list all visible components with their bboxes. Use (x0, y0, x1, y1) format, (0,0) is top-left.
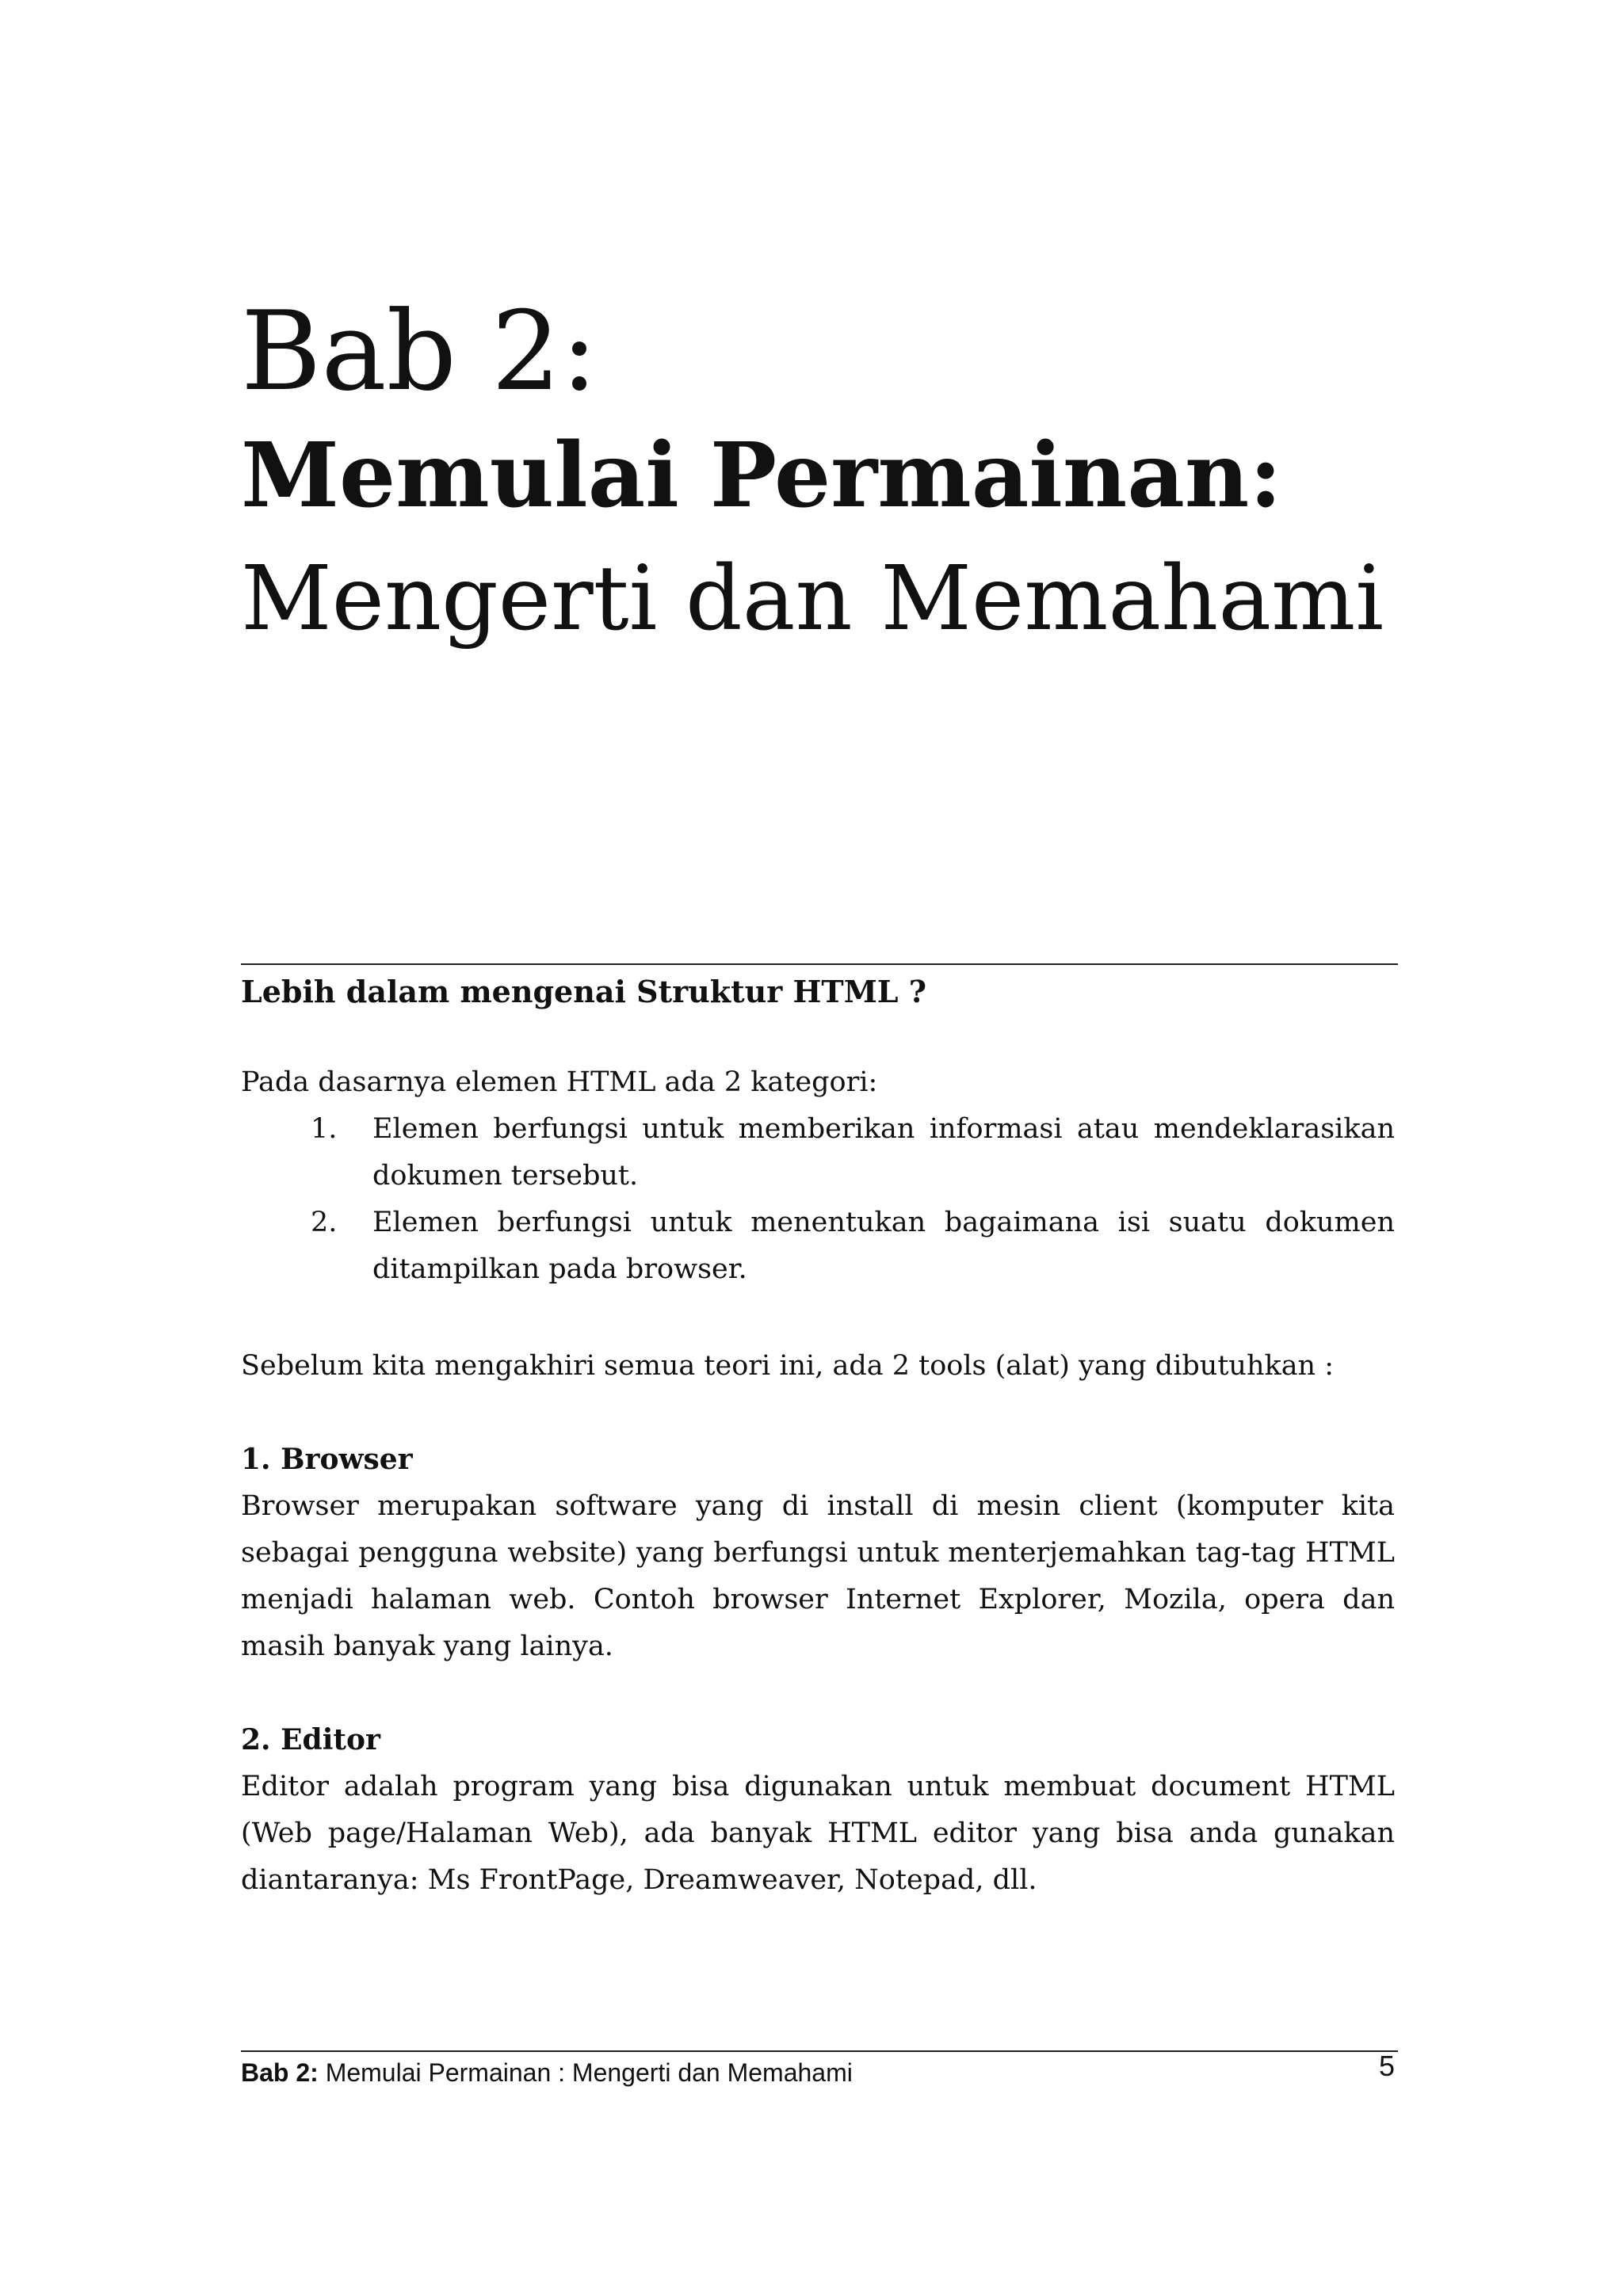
tools-intro-paragraph: Sebelum kita mengakhiri semua teori ini, ada 2 tools (alat) yang dibutuhkan : (241, 1350, 1335, 1382)
editor-heading: 2. Editor (241, 1723, 381, 1756)
browser-paragraph: Browser merupakan software yang di install di mesin client (komputer kita sebagai pengguna website) yang berfungsi untuk menterjemahkan tag-tag HTML menjadi halaman web. Contoh browser Internet Explorer, Mozila, opera dan masih banyak yang lainya. (241, 1490, 1395, 1662)
page-number: 5 (1378, 2050, 1395, 2082)
chapter-subtitle: Mengerti dan Memahami (241, 547, 1384, 650)
intro-paragraph: Pada dasarnya elemen HTML ada 2 kategori: (241, 1066, 878, 1098)
footer-divider (241, 2050, 1398, 2052)
list-item-text: Elemen berfungsi untuk menentukan bagaimana isi suatu dokumen ditampilkan pada browser. (372, 1207, 1395, 1285)
list-item-text: Elemen berfungsi untuk memberikan informasi atau mendeklarasikan dokumen tersebut. (372, 1113, 1395, 1192)
browser-heading: 1. Browser (241, 1443, 413, 1476)
page-footer (241, 2050, 1398, 2088)
list-item (241, 1106, 1395, 1199)
footer-chapter-title: Memulai Permainan : Mengerti dan Memahami (318, 2058, 853, 2087)
list-item-number: 2. (311, 1207, 338, 1238)
category-list (241, 1106, 1395, 1293)
chapter-number: Bab 2: (241, 288, 598, 415)
editor-paragraph: Editor adalah program yang bisa digunakan untuk membuat document HTML (Web page/Halaman Web), ada banyak HTML editor yang bisa anda gunakan diantaranya: Ms FrontPage, Dreamweaver, Notepad, dll. (241, 1771, 1395, 1896)
footer-chapter-label: Bab 2: (241, 2058, 319, 2087)
list-item (241, 1199, 1395, 1293)
section-divider (241, 963, 1398, 965)
chapter-title: Memulai Permainan: (241, 424, 1282, 528)
list-item-number: 1. (311, 1113, 338, 1145)
section-heading: Lebih dalam mengenai Struktur HTML ? (241, 974, 926, 1009)
